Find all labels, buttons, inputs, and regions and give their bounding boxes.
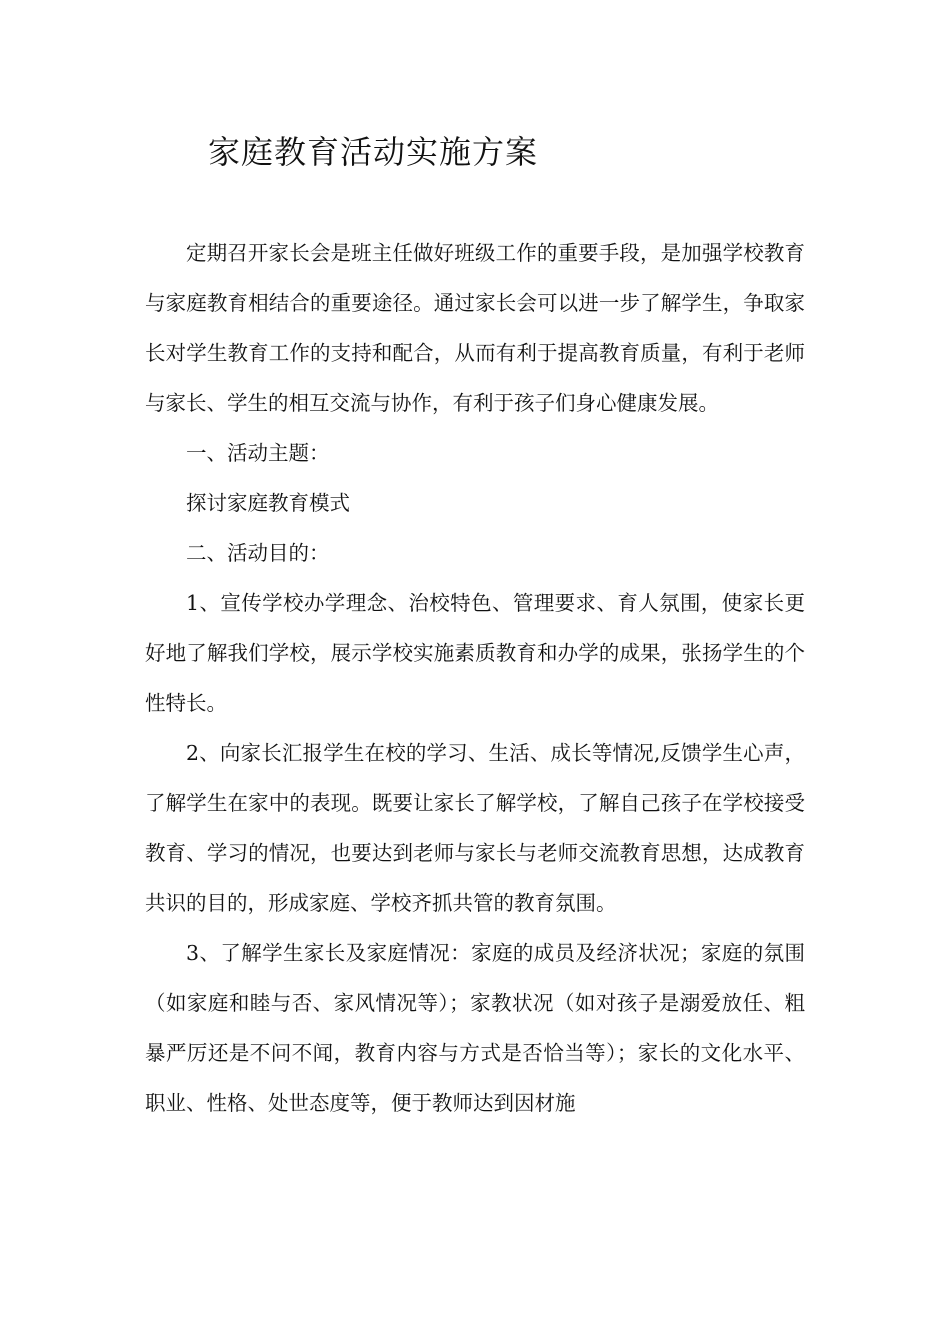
intro-paragraph: 定期召开家长会是班主任做好班级工作的重要手段，是加强学校教育与家庭教育相结合的重要途径。通过家长会可以进一步了解学生，争取家长对学生教育工作的支持和配合，从而有利于提高教育质量，有利于老师与家长、学生的相互交流与协作，有利于孩子们身心健康发展。 — [145, 241, 805, 415]
purpose-item-1: 1、宣传学校办学理念、治校特色、管理要求、育人氛围，使家长更好地了解我们学校，展示学校实施素质教育和办学的成果，张扬学生的个性特长。 — [145, 591, 805, 715]
document-body — [145, 228, 805, 1128]
section-heading-theme: 一、活动主题： — [186, 441, 330, 465]
purpose-item-3: 3、了解学生家长及家庭情况：家庭的成员及经济状况；家庭的氛围（如家庭和睦与否、家风情况等）；家教状况（如对孩子是溺爱放任、粗暴严厉还是不问不闻，教育内容与方式是否恰当等）；家长的文化水平、职业、性格、处世态度等，便于教师达到因材施 — [145, 941, 805, 1115]
section-heading-purpose: 二、活动目的： — [186, 541, 330, 565]
document-title: 家庭教育活动实施方案 — [208, 133, 539, 171]
theme-text: 探讨家庭教育模式 — [186, 491, 350, 515]
purpose-item-2: 2、向家长汇报学生在校的学习、生活、成长等情况,反馈学生心声，了解学生在家中的表现。既要让家长了解学校，了解自己孩子在学校接受教育、学习的情况，也要达到老师与家长与老师交流教育思想，达成教育共识的目的，形成家庭、学校齐抓共管的教育氛围。 — [145, 741, 805, 915]
